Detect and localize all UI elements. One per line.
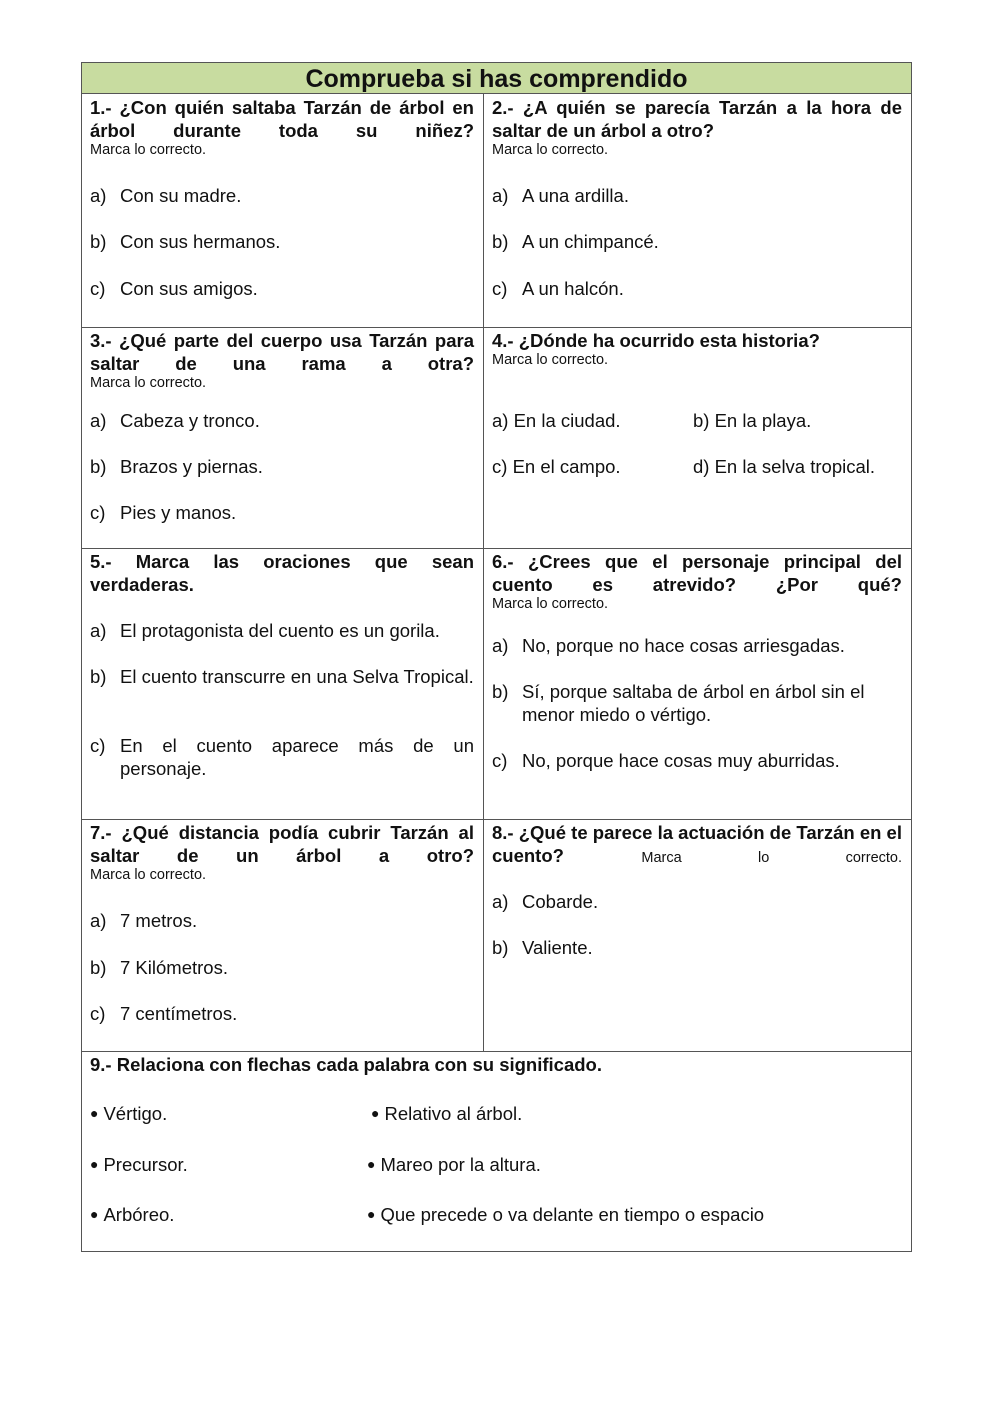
question-6-cell <box>492 550 902 816</box>
question-5-text: 5.- Marca las oraciones que sean verdaderas. <box>90 551 474 595</box>
option[interactable]: c) No, porque hace cosas muy aburridas. <box>492 750 840 771</box>
column-divider <box>483 93 484 1051</box>
question-8-hint: Marca lo correcto. <box>641 850 902 866</box>
option[interactable]: b) 7 Kilómetros. <box>90 957 228 978</box>
option[interactable]: a) Cabeza y tronco. <box>90 410 260 431</box>
question-3-text: 3.- ¿Qué parte del cuerpo usa Tarzán para saltar de una rama a otra? <box>90 330 474 374</box>
option[interactable]: d) En la selva tropical. <box>693 456 876 477</box>
question-6-text: 6.- ¿Crees que el personaje principal del cuento es atrevido? ¿Por qué? <box>492 551 902 595</box>
bullet-icon: ● <box>371 1105 380 1121</box>
bullet-icon: ● <box>90 1156 99 1172</box>
row-divider-1 <box>82 327 911 328</box>
question-8-text: 8.- ¿Qué te parece la actuación de Tarzán en el cuento? Marca lo correcto. <box>492 822 902 866</box>
option[interactable]: b) A un chimpancé. <box>492 231 659 252</box>
question-4-cell <box>492 329 902 545</box>
question-9-text: 9.- Relaciona con flechas cada palabra con su significado. <box>90 1054 602 1075</box>
option[interactable]: c) Pies y manos. <box>90 502 237 523</box>
bullet-icon: ● <box>90 1105 99 1121</box>
question-1-cell <box>90 96 474 324</box>
option[interactable]: a) Con su madre. <box>90 185 242 206</box>
bullet-icon: ● <box>367 1156 376 1172</box>
option[interactable]: c) Con sus amigos. <box>90 278 258 299</box>
option[interactable]: b) Brazos y piernas. <box>90 456 263 477</box>
option[interactable]: a) En la ciudad. <box>492 410 621 431</box>
question-2-text: 2.- ¿A quién se parecía Tarzán a la hora de saltar de un árbol a otro? <box>492 97 902 141</box>
match-word[interactable]: ● Vértigo. <box>90 1103 168 1124</box>
match-word[interactable]: ● Precursor. <box>90 1154 188 1175</box>
worksheet-title: Comprueba si has comprendido <box>82 63 911 94</box>
question-4-text: 4.- ¿Dónde ha ocurrido esta historia? <box>492 330 820 351</box>
question-1-hint: Marca lo correcto. <box>90 142 207 158</box>
question-7-cell <box>90 821 474 1049</box>
question-4-hint: Marca lo correcto. <box>492 352 609 368</box>
option[interactable]: b) Con sus hermanos. <box>90 231 281 252</box>
row-divider-4 <box>82 1051 911 1052</box>
question-7-hint: Marca lo correcto. <box>90 867 207 883</box>
question-3-hint: Marca lo correcto. <box>90 375 207 391</box>
question-2-hint: Marca lo correcto. <box>492 142 609 158</box>
question-5-cell <box>90 550 474 816</box>
match-meaning[interactable]: ● Que precede o va delante en tiempo o espacio <box>367 1204 765 1225</box>
option[interactable]: a) El protagonista del cuento es un gorila. <box>90 620 440 641</box>
option[interactable]: c) En el campo. <box>492 456 621 477</box>
option[interactable]: a) 7 metros. <box>90 910 198 931</box>
question-8-cell <box>492 821 902 1049</box>
question-2-cell <box>492 96 902 324</box>
row-divider-2 <box>82 548 911 549</box>
match-meaning[interactable]: ● Relativo al árbol. <box>371 1103 523 1124</box>
option[interactable]: c) En el cuento aparece más de un personaje. <box>90 735 474 779</box>
option[interactable]: c) A un halcón. <box>492 278 624 299</box>
row-divider-3 <box>82 819 911 820</box>
match-meaning[interactable]: ● Mareo por la altura. <box>367 1154 541 1175</box>
question-6-hint: Marca lo correcto. <box>492 596 609 612</box>
worksheet-table <box>81 62 912 1252</box>
option[interactable]: b) El cuento transcurre en una Selva Tropical. <box>90 666 474 687</box>
option[interactable]: a) Cobarde. <box>492 891 599 912</box>
option[interactable]: b) En la playa. <box>693 410 812 431</box>
match-word[interactable]: ● Arbóreo. <box>90 1204 175 1225</box>
bullet-icon: ● <box>367 1206 376 1222</box>
bullet-icon: ● <box>90 1206 99 1222</box>
option[interactable]: a) A una ardilla. <box>492 185 629 206</box>
question-3-cell <box>90 329 474 545</box>
option[interactable]: b) Valiente. <box>492 937 593 958</box>
option[interactable]: c) 7 centímetros. <box>90 1003 238 1024</box>
option[interactable]: b) Sí, porque saltaba de árbol en árbol sin el menor miedo o vértigo. <box>492 681 865 725</box>
question-7-text: 7.- ¿Qué distancia podía cubrir Tarzán al saltar de un árbol a otro? <box>90 822 474 866</box>
option[interactable]: a) No, porque no hace cosas arriesgadas. <box>492 635 845 656</box>
question-1-text: 1.- ¿Con quién saltaba Tarzán de árbol en árbol durante toda su niñez? <box>90 97 474 141</box>
question-9-cell <box>90 1053 902 1249</box>
